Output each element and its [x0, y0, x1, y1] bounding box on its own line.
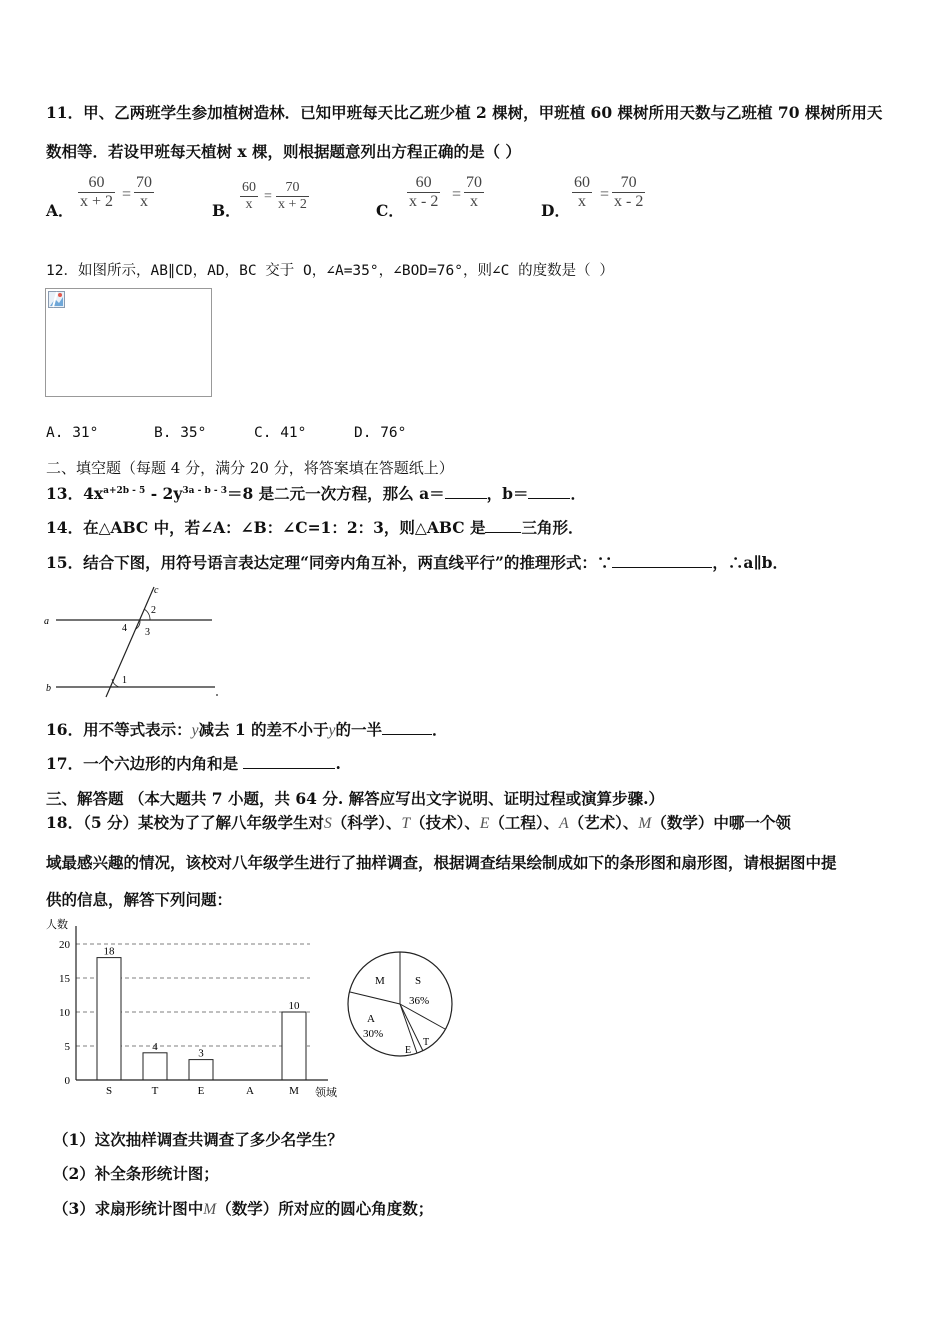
q12-text: 12．如图所示，AB∥CD，AD，BC 交于 O，∠A=35°，∠BOD=76°，则∠C 的度数是（ ）	[46, 263, 614, 279]
option-label: A．	[46, 201, 74, 220]
slice-label-e: E	[405, 1045, 412, 1056]
label-c: c	[154, 585, 159, 596]
q12-option-b: B. 35°	[154, 425, 207, 441]
slice-pct-a: 30%	[363, 1028, 384, 1040]
q13: 13．$4x^{a+2b - 5} - 2y^{3a - b - 3}=8$ 是二元一次方程，那么 a＝ ，b＝ ．	[46, 484, 586, 503]
label-a: a	[44, 616, 49, 627]
answer-blank[interactable]	[485, 532, 521, 533]
equals-sign: =	[600, 186, 610, 203]
x-tick-label: M	[289, 1085, 299, 1097]
equals-sign: =	[122, 186, 132, 203]
y-tick-label: 20	[59, 939, 70, 951]
line-c	[106, 587, 154, 697]
angle-3-label: 3	[145, 627, 150, 638]
broken-image-placeholder	[45, 288, 212, 397]
fraction: $\frac{70}{x}$	[466, 174, 482, 210]
x-tick-label: T	[151, 1085, 159, 1097]
pie-chart	[345, 948, 455, 1060]
q12-option-c: C. 41°	[254, 425, 307, 441]
angle-1-label: 1	[122, 675, 127, 686]
fraction: $\frac{60}{x}$	[574, 174, 590, 210]
label-b: b	[46, 683, 51, 694]
answer-blank[interactable]	[612, 567, 712, 568]
q18-line3: 供的信息，解答下列问题：	[46, 890, 233, 909]
equals-sign: =	[452, 186, 462, 203]
option-label: B．	[212, 201, 241, 220]
fraction: $\frac{70}{x - 2}$	[614, 174, 644, 210]
q14: 14．在△ABC 中，若∠A：∠B：∠C=1：2：3，则△ABC 是 三角形．	[46, 518, 584, 537]
section-3-heading: 三、解答题 （本大题共 7 小题，共 64 分. 解答应写出文字说明、证明过程或演算步骤.）	[46, 789, 665, 808]
bar-value-label: 3	[198, 1047, 204, 1060]
pie-divider	[400, 1004, 445, 1029]
x-axis-label: 领域	[315, 1086, 337, 1099]
q17: 17．一个六边形的内角和是 .	[46, 754, 341, 773]
answer-blank[interactable]	[445, 498, 487, 499]
option-label: D．	[541, 201, 570, 220]
fraction: $\frac{60}{x + 2}$	[80, 174, 114, 210]
q18-line1: 18．（5 分）某校为了了解八年级学生对S（科学）、T（技术）、E（工程）、A（艺术）、M（数学）中哪一个领	[46, 813, 791, 832]
answer-blank[interactable]	[528, 498, 570, 499]
bar-value-label: 18	[103, 945, 115, 958]
broken-image-icon	[48, 291, 66, 309]
slice-label-t: T	[423, 1037, 430, 1048]
slice-pct-s: 36%	[409, 995, 430, 1007]
y-axis-label: 人数	[46, 918, 68, 931]
q18-sub2: （2）补全条形统计图；	[53, 1164, 219, 1183]
y-tick-label: 5	[64, 1041, 70, 1053]
q18-sub3: （3）求扇形统计图中M（数学）所对应的圆心角度数；	[53, 1199, 434, 1218]
answer-blank[interactable]	[243, 768, 335, 769]
q18-line2: 域最感兴趣的情况，该校对八年级学生进行了抽样调查，根据调查结果绘制成如下的条形图和扇形图，请根据图中提	[46, 853, 837, 872]
x-tick-label: A	[246, 1085, 254, 1097]
pie-divider	[400, 1004, 423, 1051]
bar-value-label: 10	[288, 1000, 300, 1012]
bar-value-label: 4	[152, 1040, 158, 1053]
q12-option-a: A. 31°	[46, 425, 99, 441]
q11-line2: 数相等．若设甲班每天植树 x 棵，则根据题意列出方程正确的是（ ）	[46, 142, 521, 161]
fraction: $\frac{70}{x + 2}$	[278, 180, 307, 212]
slice-label-a: A	[367, 1013, 375, 1025]
fraction: $\frac{70}{x}$	[136, 174, 152, 210]
equals-sign: =	[264, 189, 272, 204]
bar-s	[97, 958, 121, 1080]
bar-chart	[40, 914, 350, 1104]
fraction: $\frac{60}{x}$	[242, 180, 256, 212]
y-tick-label: 0	[64, 1075, 70, 1087]
answer-blank[interactable]	[382, 734, 432, 735]
pie-divider	[350, 992, 400, 1004]
option-label: C．	[376, 201, 404, 220]
fraction: $\frac{60}{x - 2}$	[409, 174, 439, 210]
x-tick-label: S	[105, 1085, 113, 1097]
x-tick-label: E	[197, 1085, 205, 1097]
bar-e	[189, 1060, 213, 1080]
angle-4-label: 4	[122, 623, 127, 634]
q16: 16．用不等式表示：y减去 1 的差不小于y的一半 ．	[46, 720, 448, 739]
bar-t	[143, 1053, 167, 1080]
q15: 15．结合下图，用符号语言表达定理“同旁内角互补，两直线平行”的推理形式：∵ ，∴a∥b．	[46, 553, 788, 572]
q18-sub1: （1）这次抽样调查共调查了多少名学生？	[53, 1130, 343, 1149]
parallel-lines-figure	[40, 583, 230, 703]
y-tick-label: 10	[59, 1007, 70, 1019]
y-tick-label: 15	[59, 973, 70, 985]
section-2-heading: 二、填空题（每题 4 分，满分 20 分，将答案填在答题纸上）	[46, 459, 454, 477]
slice-label-s: S	[415, 975, 422, 987]
bar-m	[282, 1012, 306, 1080]
slice-label-m: M	[375, 975, 385, 987]
q11-line1: 11．甲、乙两班学生参加植树造林．已知甲班每天比乙班少植 2 棵树，甲班植 60 棵树所用天数与乙班植 70 棵树所用天	[46, 103, 883, 122]
angle-2-label: 2	[151, 605, 156, 616]
q12-option-d: D. 76°	[354, 425, 407, 441]
